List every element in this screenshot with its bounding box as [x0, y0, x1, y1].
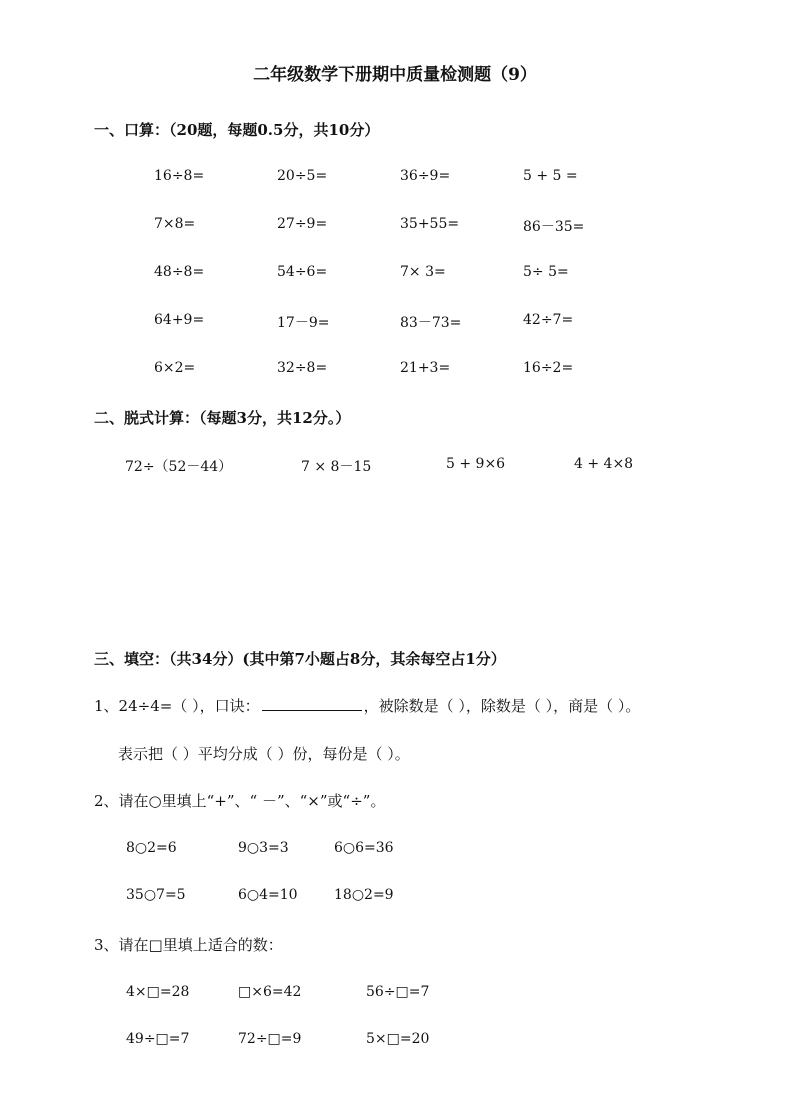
calc-problem: 4 + 4×8 [574, 456, 634, 472]
oral-problem: 16÷2= [523, 360, 574, 376]
operator-problem: 9○3=3 [238, 840, 289, 856]
question-1-line1 [94, 695, 640, 716]
oral-problem: 36÷9= [400, 168, 451, 184]
oral-problem: 32÷8= [277, 360, 328, 376]
operator-problem: 35○7=5 [126, 887, 186, 903]
oral-problem: 54÷6= [277, 264, 328, 280]
oral-problem: 20÷5= [277, 168, 328, 184]
fill-box-problem: 4×□=28 [126, 984, 190, 1000]
oral-problem: 64+9= [154, 312, 205, 328]
calc-problem: 5 + 9×6 [446, 456, 506, 472]
operator-problem: 8○2=6 [126, 840, 177, 856]
oral-problem: 27÷9= [277, 216, 328, 232]
question-3-prompt: 3、请在□里填上适合的数： [94, 936, 283, 954]
operator-problem: 18○2=9 [334, 887, 394, 903]
fill-box-problem: 72÷□=9 [238, 1031, 302, 1047]
fill-box-problem: 49÷□=7 [126, 1031, 190, 1047]
oral-problem: 5÷ 5= [523, 264, 569, 280]
oral-problem: 7× 3= [400, 264, 446, 280]
oral-problem: 83－73= [400, 315, 462, 331]
oral-problem: 16÷8= [154, 168, 205, 184]
oral-problem: 21+3= [400, 360, 451, 376]
question-2-prompt: 2、请在○里填上“+”、“ －”、“×”或“÷”。 [94, 792, 386, 810]
oral-problem: 17－9= [277, 315, 330, 331]
oral-problem: 48÷8= [154, 264, 205, 280]
calc-problem: 7 × 8－15 [301, 459, 372, 475]
oral-problem: 86－35= [523, 219, 585, 235]
fill-box-problem: 56÷□=7 [366, 984, 430, 1000]
oral-problem: 5 + 5 = [523, 168, 578, 184]
oral-problem: 6×2= [154, 360, 196, 376]
question-1-prefix: 1、24÷4=（ ），口诀： [94, 697, 260, 715]
fill-box-problem: 5×□=20 [366, 1031, 430, 1047]
section2-heading: 二、脱式计算：（每题3分，共12分。） [94, 409, 351, 427]
page-title: 二年级数学下册期中质量检测题（9） [253, 65, 537, 85]
operator-problem: 6○6=36 [334, 840, 394, 856]
question-1-line2: 表示把（ ）平均分成（ ）份，每份是（ ）。 [118, 745, 410, 763]
oral-problem: 7×8= [154, 216, 196, 232]
section3-heading: 三、填空：（共34分）(其中第7小题占8分，其余每空占1分） [94, 650, 506, 668]
question-1-suffix: ，被除数是（ ），除数是（ ），商是（ ）。 [363, 697, 641, 715]
operator-problem: 6○4=10 [238, 887, 298, 903]
section1-heading: 一、口算：（20题，每题0.5分，共10分） [94, 121, 380, 139]
answer-blank [262, 696, 362, 711]
oral-problem: 35+55= [400, 216, 460, 232]
calc-problem: 72÷（52－44） [125, 459, 233, 475]
fill-box-problem: □×6=42 [238, 984, 302, 1000]
oral-problem: 42÷7= [523, 312, 574, 328]
